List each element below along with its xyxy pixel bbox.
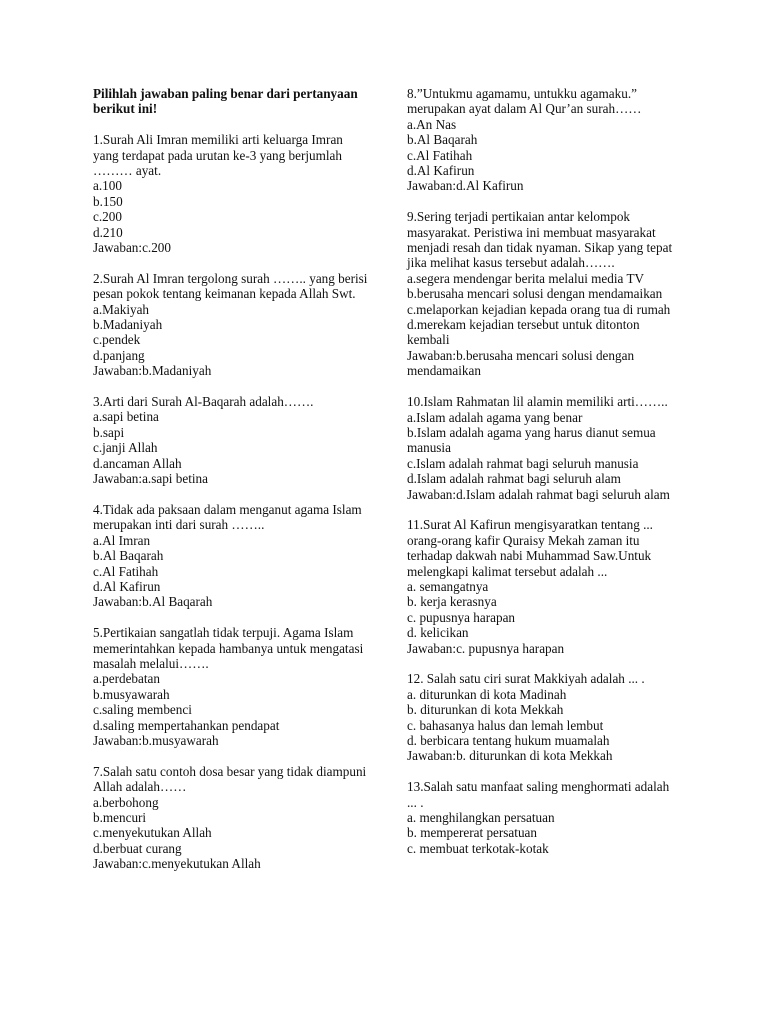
option-item: d.210 — [93, 224, 123, 240]
answer-text: Jawaban:a.sapi betina — [93, 471, 208, 487]
option-item: c. bahasanya halus dan lemah lembut — [407, 717, 604, 733]
question-block — [407, 671, 677, 763]
option-item: b.musyawarah — [93, 686, 170, 702]
option-item: b.Madaniyah — [93, 317, 163, 333]
option-item: a. semangatnya — [407, 578, 489, 594]
option-item: c. pupusnya harapan — [407, 609, 516, 625]
option-item: b.Al Baqarah — [407, 132, 478, 148]
option-item: b. mempererat persatuan — [407, 825, 537, 841]
option-item: c.pendek — [93, 332, 141, 348]
question-text: 11.Surat Al Kafirun mengisyaratkan tentang ... orang-orang kafir Quraisy Mekah zaman itu terhadap dakwah nabi Muhammad Saw.Untuk melengkapi kalimat tersebut adalah ... — [407, 517, 653, 579]
option-item: a.Makiyah — [93, 301, 150, 317]
option-item: d.Islam adalah rahmat bagi seluruh alam — [407, 471, 621, 487]
option-item: c.melaporkan kejadian kepada orang tua di rumah — [407, 301, 671, 317]
option-item: b.sapi — [93, 424, 125, 440]
question-text: 9.Sering terjadi pertikaian antar kelompok masyarakat. Peristiwa ini membuat masyarakat menjadi resah dan tidak nyaman. Sikap yang tepat jika melihat kasus tersebut adalah……. — [407, 209, 673, 271]
option-item: a. diturunkan di kota Madinah — [407, 686, 567, 702]
option-item: a.100 — [93, 178, 122, 194]
option-item: d.berbuat curang — [93, 840, 182, 856]
answer-text: Jawaban:b.Madaniyah — [93, 363, 212, 379]
option-list — [93, 533, 368, 595]
option-item: b.Al Baqarah — [93, 548, 164, 564]
answer-text: Jawaban:b.Al Baqarah — [93, 594, 213, 610]
question-text: 5.Pertikaian sangatlah tidak terpuji. Agama Islam memerintahkan kepada hambanya untuk mengatasi masalah melalui……. — [93, 625, 364, 671]
question-text: 4.Tidak ada paksaan dalam menganut agama Islam merupakan inti dari surah …….. — [93, 501, 362, 533]
answer-text: Jawaban:c.menyekutukan Allah — [93, 856, 261, 872]
option-item: b.Islam adalah agama yang harus dianut semua manusia — [407, 424, 656, 456]
option-item: a.segera mendengar berita melalui media TV — [407, 270, 645, 286]
question-text: 10.Islam Rahmatan lil alamin memiliki arti…….. — [407, 394, 668, 410]
option-item: d. berbicara tentang hukum muamalah — [407, 733, 610, 748]
question-text: 12. Salah satu ciri surat Makkiyah adalah ... . — [407, 671, 645, 687]
option-item: b.berusaha mencari solusi dengan mendamaikan — [407, 286, 663, 302]
right-question-list — [407, 86, 677, 856]
left-question-list — [93, 132, 368, 871]
instructions-heading: Pilihlah jawaban paling benar dari pertanyaan berikut ini! — [93, 86, 358, 117]
option-item: c.Al Fatihah — [93, 563, 159, 579]
option-item: d.panjang — [93, 347, 145, 363]
option-item: d.merekam kejadian tersebut untuk ditonton kembali — [407, 317, 640, 348]
option-item: c. membuat terkotak-kotak — [407, 840, 549, 856]
question-text: 13.Salah satu manfaat saling menghormati adalah ... . — [407, 779, 670, 810]
left-column — [93, 86, 368, 887]
option-list — [93, 302, 368, 364]
question-text: 2.Surah Al Imran tergolong surah …….. yang berisi pesan pokok tentang keimanan kepada Allah Swt. — [93, 270, 368, 302]
option-item: a. menghilangkan persatuan — [407, 810, 555, 826]
question-block — [407, 86, 677, 194]
question-block — [407, 517, 677, 656]
option-item: a.Islam adalah agama yang benar — [407, 409, 583, 425]
option-item: d. kelicikan — [407, 625, 469, 641]
right-column — [407, 86, 677, 872]
option-item: b.mencuri — [93, 810, 147, 825]
question-block — [93, 764, 368, 872]
option-item: a.sapi betina — [93, 409, 159, 425]
question-block — [93, 502, 368, 610]
option-item: d.Al Kafirun — [93, 578, 161, 594]
question-block — [407, 779, 677, 856]
option-item: a.perdebatan — [93, 671, 160, 687]
answer-text: Jawaban:b.berusaha mencari solusi dengan mendamaikan — [407, 347, 635, 379]
question-block — [93, 625, 368, 748]
answer-text: Jawaban:c.200 — [93, 240, 171, 256]
option-list — [407, 410, 677, 487]
option-list — [93, 671, 368, 733]
option-list — [407, 810, 677, 856]
option-item: a.An Nas — [407, 116, 457, 132]
option-item: c.200 — [93, 209, 122, 225]
option-list — [407, 271, 677, 348]
option-list — [407, 117, 677, 179]
option-item: b. kerja kerasnya — [407, 594, 497, 610]
answer-text: Jawaban:b.musyawarah — [93, 732, 219, 748]
question-block — [407, 209, 677, 378]
question-text: 3.Arti dari Surah Al-Baqarah adalah……. — [93, 394, 314, 410]
option-item: b. diturunkan di kota Mekkah — [407, 702, 564, 718]
option-item: d.saling mempertahankan pendapat — [93, 717, 280, 733]
answer-text: Jawaban:d.Islam adalah rahmat bagi seluruh alam — [407, 486, 670, 502]
option-item: d.Al Kafirun — [407, 163, 475, 179]
question-text: 1.Surah Ali Imran memiliki arti keluarga Imran yang terdapat pada urutan ke-3 yang berjumlah ……… ayat. — [93, 132, 343, 179]
option-item: b.150 — [93, 193, 123, 209]
option-item: c.menyekutukan Allah — [93, 825, 212, 841]
question-block — [93, 132, 368, 255]
question-text: 7.Salah satu contoh dosa besar yang tidak diampuni Allah adalah…… — [93, 763, 367, 795]
option-item: a.Al Imran — [93, 532, 151, 548]
option-item: c.saling membenci — [93, 702, 192, 718]
answer-text: Jawaban:d.Al Kafirun — [407, 178, 524, 194]
question-text: 8.”Untukmu agamamu, untukku agamaku.” merupakan ayat dalam Al Qur’an surah…… — [407, 86, 642, 117]
option-item: c.janji Allah — [93, 440, 158, 456]
option-list — [93, 795, 368, 857]
question-block — [93, 271, 368, 379]
answer-text: Jawaban:b. diturunkan di kota Mekkah — [407, 748, 613, 764]
option-item: a.berbohong — [93, 794, 159, 810]
option-list — [407, 579, 677, 641]
answer-text: Jawaban:c. pupusnya harapan — [407, 640, 565, 656]
option-list — [407, 687, 677, 749]
question-block — [407, 394, 677, 502]
option-list — [93, 409, 368, 471]
option-item: c.Al Fatihah — [407, 147, 473, 163]
option-item: c.Islam adalah rahmat bagi seluruh manusia — [407, 455, 639, 471]
option-item: d.ancaman Allah — [93, 455, 182, 471]
question-block — [93, 394, 368, 486]
option-list — [93, 178, 368, 240]
